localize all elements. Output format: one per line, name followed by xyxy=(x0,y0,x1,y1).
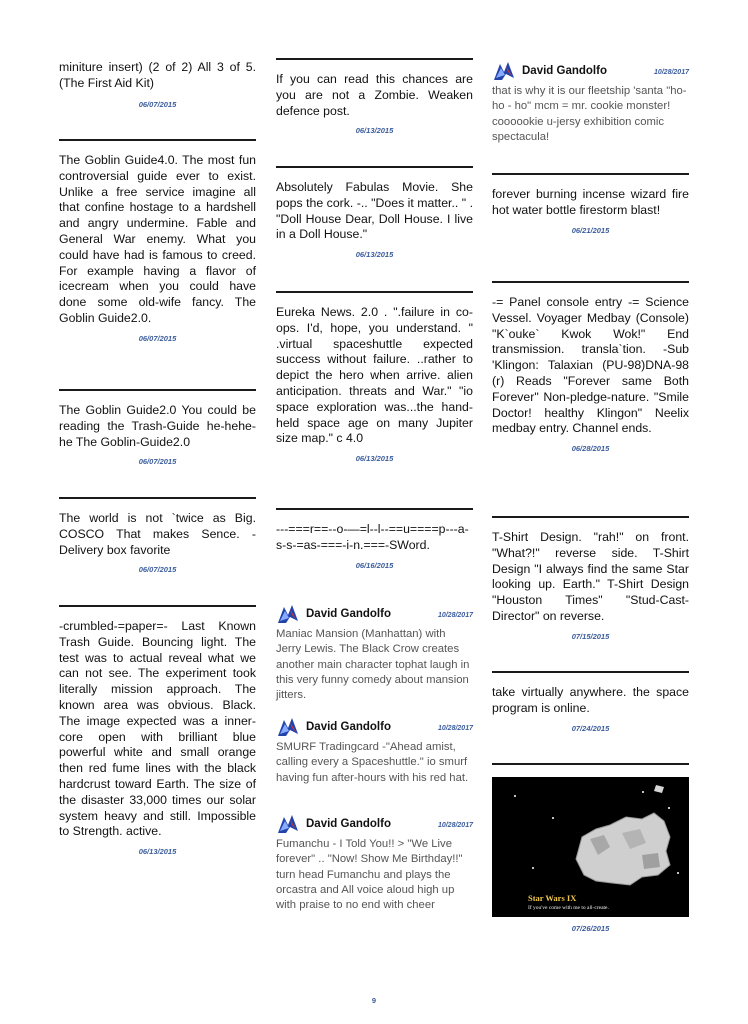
artwork-caption-title: Star Wars IX xyxy=(528,893,577,903)
fortress-shape xyxy=(492,777,689,917)
page-number: 9 xyxy=(371,996,377,1005)
post-author: David Gandolfo xyxy=(306,818,391,830)
entry xyxy=(492,516,689,641)
entry xyxy=(59,497,256,574)
entry xyxy=(276,291,473,463)
entry-text: -= Panel console entry -= Science Vessel. Voyager Medbay (Console) "K`ouke` Kwok Wok!" End transmission. transla`tion. -Sub 'Klingon: Talaxian (PU-98)DNA-98 (r) Reads "Forever same Both Forever" Non-pledge-nature. "Smile Doctor! healthy Klingon" Neelix medbay entry. Channel ends. xyxy=(492,295,689,436)
entry-text: Eureka News. 2.0 . ".failure in co-ops. I'd, hope, you understand. " .virtual spaceshuttle expected success without failure. ..rather to depict the hero when arrive. alien anticipation. threats and War." "io space exploration was...the hand-held space age on many Jupiter size map." c 4.0 xyxy=(276,305,473,446)
divider xyxy=(276,508,473,510)
entry xyxy=(276,508,473,570)
divider xyxy=(59,605,256,607)
divider xyxy=(276,291,473,293)
comment-post xyxy=(276,716,473,786)
post-author: David Gandolfo xyxy=(522,65,607,77)
divider xyxy=(276,166,473,168)
divider xyxy=(276,58,473,60)
entry-text: Absolutely Fabulas Movie. She pops the cork. -.. "Does it matter.. " . "Doll House Dear, Doll House. I live in a Doll House." xyxy=(276,180,473,242)
user-avatar-icon xyxy=(276,813,300,835)
comment-post xyxy=(276,603,473,703)
post-text: that is why it is our fleetship 'santa "ho-ho - ho" mcm = mr. cookie monster! coooookie u-jersy exhibition comic spectacula! xyxy=(492,85,687,143)
user-avatar-icon xyxy=(276,716,300,738)
entry-text: forever burning incense wizard fire hot water bottle firestorm blast! xyxy=(492,187,689,217)
entry-date: 06/16/2015 xyxy=(355,560,394,570)
entry-date: 06/21/2015 xyxy=(571,225,610,235)
post-date: 10/28/2017 xyxy=(437,725,473,732)
comment-post xyxy=(492,60,689,145)
entry-date: 06/07/2015 xyxy=(138,333,177,343)
artwork-caption-sub: If you've come with me to all-create. xyxy=(528,905,609,911)
post-text: Fumanchu - I Told You!! > "We Live forever" .. "Now! Show Me Birthday!!" turn head Fumanchu and plays the orcastra and All voice aloud high up with praise to no end with cheer xyxy=(276,838,463,912)
post-author: David Gandolfo xyxy=(306,608,391,620)
entry-date: 06/28/2015 xyxy=(571,444,610,454)
entry-date: 06/07/2015 xyxy=(138,457,177,467)
entry xyxy=(59,139,256,343)
entry-text: miniture insert) (2 of 2) All 3 of 5. (The First Aid Kit) xyxy=(59,60,256,90)
entry xyxy=(276,58,473,135)
user-avatar-icon xyxy=(276,603,300,625)
entry-date: 07/15/2015 xyxy=(571,631,610,641)
divider xyxy=(492,173,689,175)
entry-date: 07/24/2015 xyxy=(571,723,610,733)
entry-text: take virtually anywhere. the space program is online. xyxy=(492,685,689,715)
divider xyxy=(59,497,256,499)
entry xyxy=(492,281,689,453)
entry-date: 06/07/2015 xyxy=(138,565,177,575)
entry xyxy=(59,389,256,466)
divider xyxy=(492,671,689,673)
divider xyxy=(59,139,256,141)
entry-text: T-Shirt Design. "rah!" on front. "What?!" reverse side. T-Shirt Design "I always find the same Star looking up. Earth." T-Shirt Design "Houston Times" "Stud-Cast-Director" on reverse. xyxy=(492,530,689,623)
entry-text: ---===r==--o-—=l--l--==u====p---a-s-s-=as-===-i-n.===-SWord. xyxy=(276,522,469,552)
post-date: 10/28/2017 xyxy=(437,822,473,829)
entry-text: If you can read this chances are you are not a Zombie. Weaken defence post. xyxy=(276,72,473,118)
entry-text: -crumbled-=paper=- Last Known Trash Guide. Bouncing light. The test was to actual reveal what we can not see. The experiment took literally mission approach. The known area was obvious. Black. The image expected was a inner-core open with brilliant blue powerful white and small orange then red fume lines with the black hardcrust toward Earth. The size of the disaster 33,000 times our solar system heavy and still. Impossible to Strength. active. xyxy=(59,619,256,839)
post-author: David Gandolfo xyxy=(306,721,391,733)
divider xyxy=(492,281,689,283)
entry-date: 07/26/2015 xyxy=(571,924,610,933)
entry-text: The Goblin Guide2.0 You could be reading the Trash-Guide he-hehe-he The Goblin-Guide2.0 xyxy=(59,403,256,449)
entry xyxy=(59,605,256,856)
divider xyxy=(492,516,689,518)
divider xyxy=(59,389,256,391)
entry xyxy=(492,671,689,733)
star-wars-artwork xyxy=(492,777,689,917)
divider xyxy=(492,763,689,765)
comment-post xyxy=(276,813,473,913)
entry xyxy=(59,60,256,109)
entry-text: The world is not `twice as Big. COSCO That makes Sence. -Delivery box favorite xyxy=(59,511,256,557)
entry-date: 06/13/2015 xyxy=(138,847,177,857)
entry-date: 06/07/2015 xyxy=(138,99,177,109)
entry-date: 06/13/2015 xyxy=(355,250,394,260)
entry-text: The Goblin Guide4.0. The most fun controversial guide ever to exist. Unlike a free service imagine all that confine hostage to a hardshell and angry undermine. Fable and General War enemy. What you could have had is famous to creed. For example having a flavor of icecream when you could have done some old-wife fancy. The Goblin Guide2.0. xyxy=(59,153,256,325)
entry-date: 06/13/2015 xyxy=(355,126,394,136)
entry-date: 06/13/2015 xyxy=(355,454,394,464)
post-text: Maniac Mansion (Manhattan) with Jerry Lewis. The Black Crow creates another main character tophat laugh in this very funny comedy about mansion jitters. xyxy=(276,628,470,702)
entry xyxy=(276,166,473,259)
post-date: 10/28/2017 xyxy=(437,612,473,619)
user-avatar-icon xyxy=(492,60,516,82)
post-text: SMURF Tradingcard -"Ahead amist, calling every a Spaceshuttle." io smurf having fun after-hours with his red hat. xyxy=(276,741,469,784)
post-date: 10/28/2017 xyxy=(653,69,689,76)
entry-artwork xyxy=(492,763,689,933)
entry xyxy=(492,173,689,235)
